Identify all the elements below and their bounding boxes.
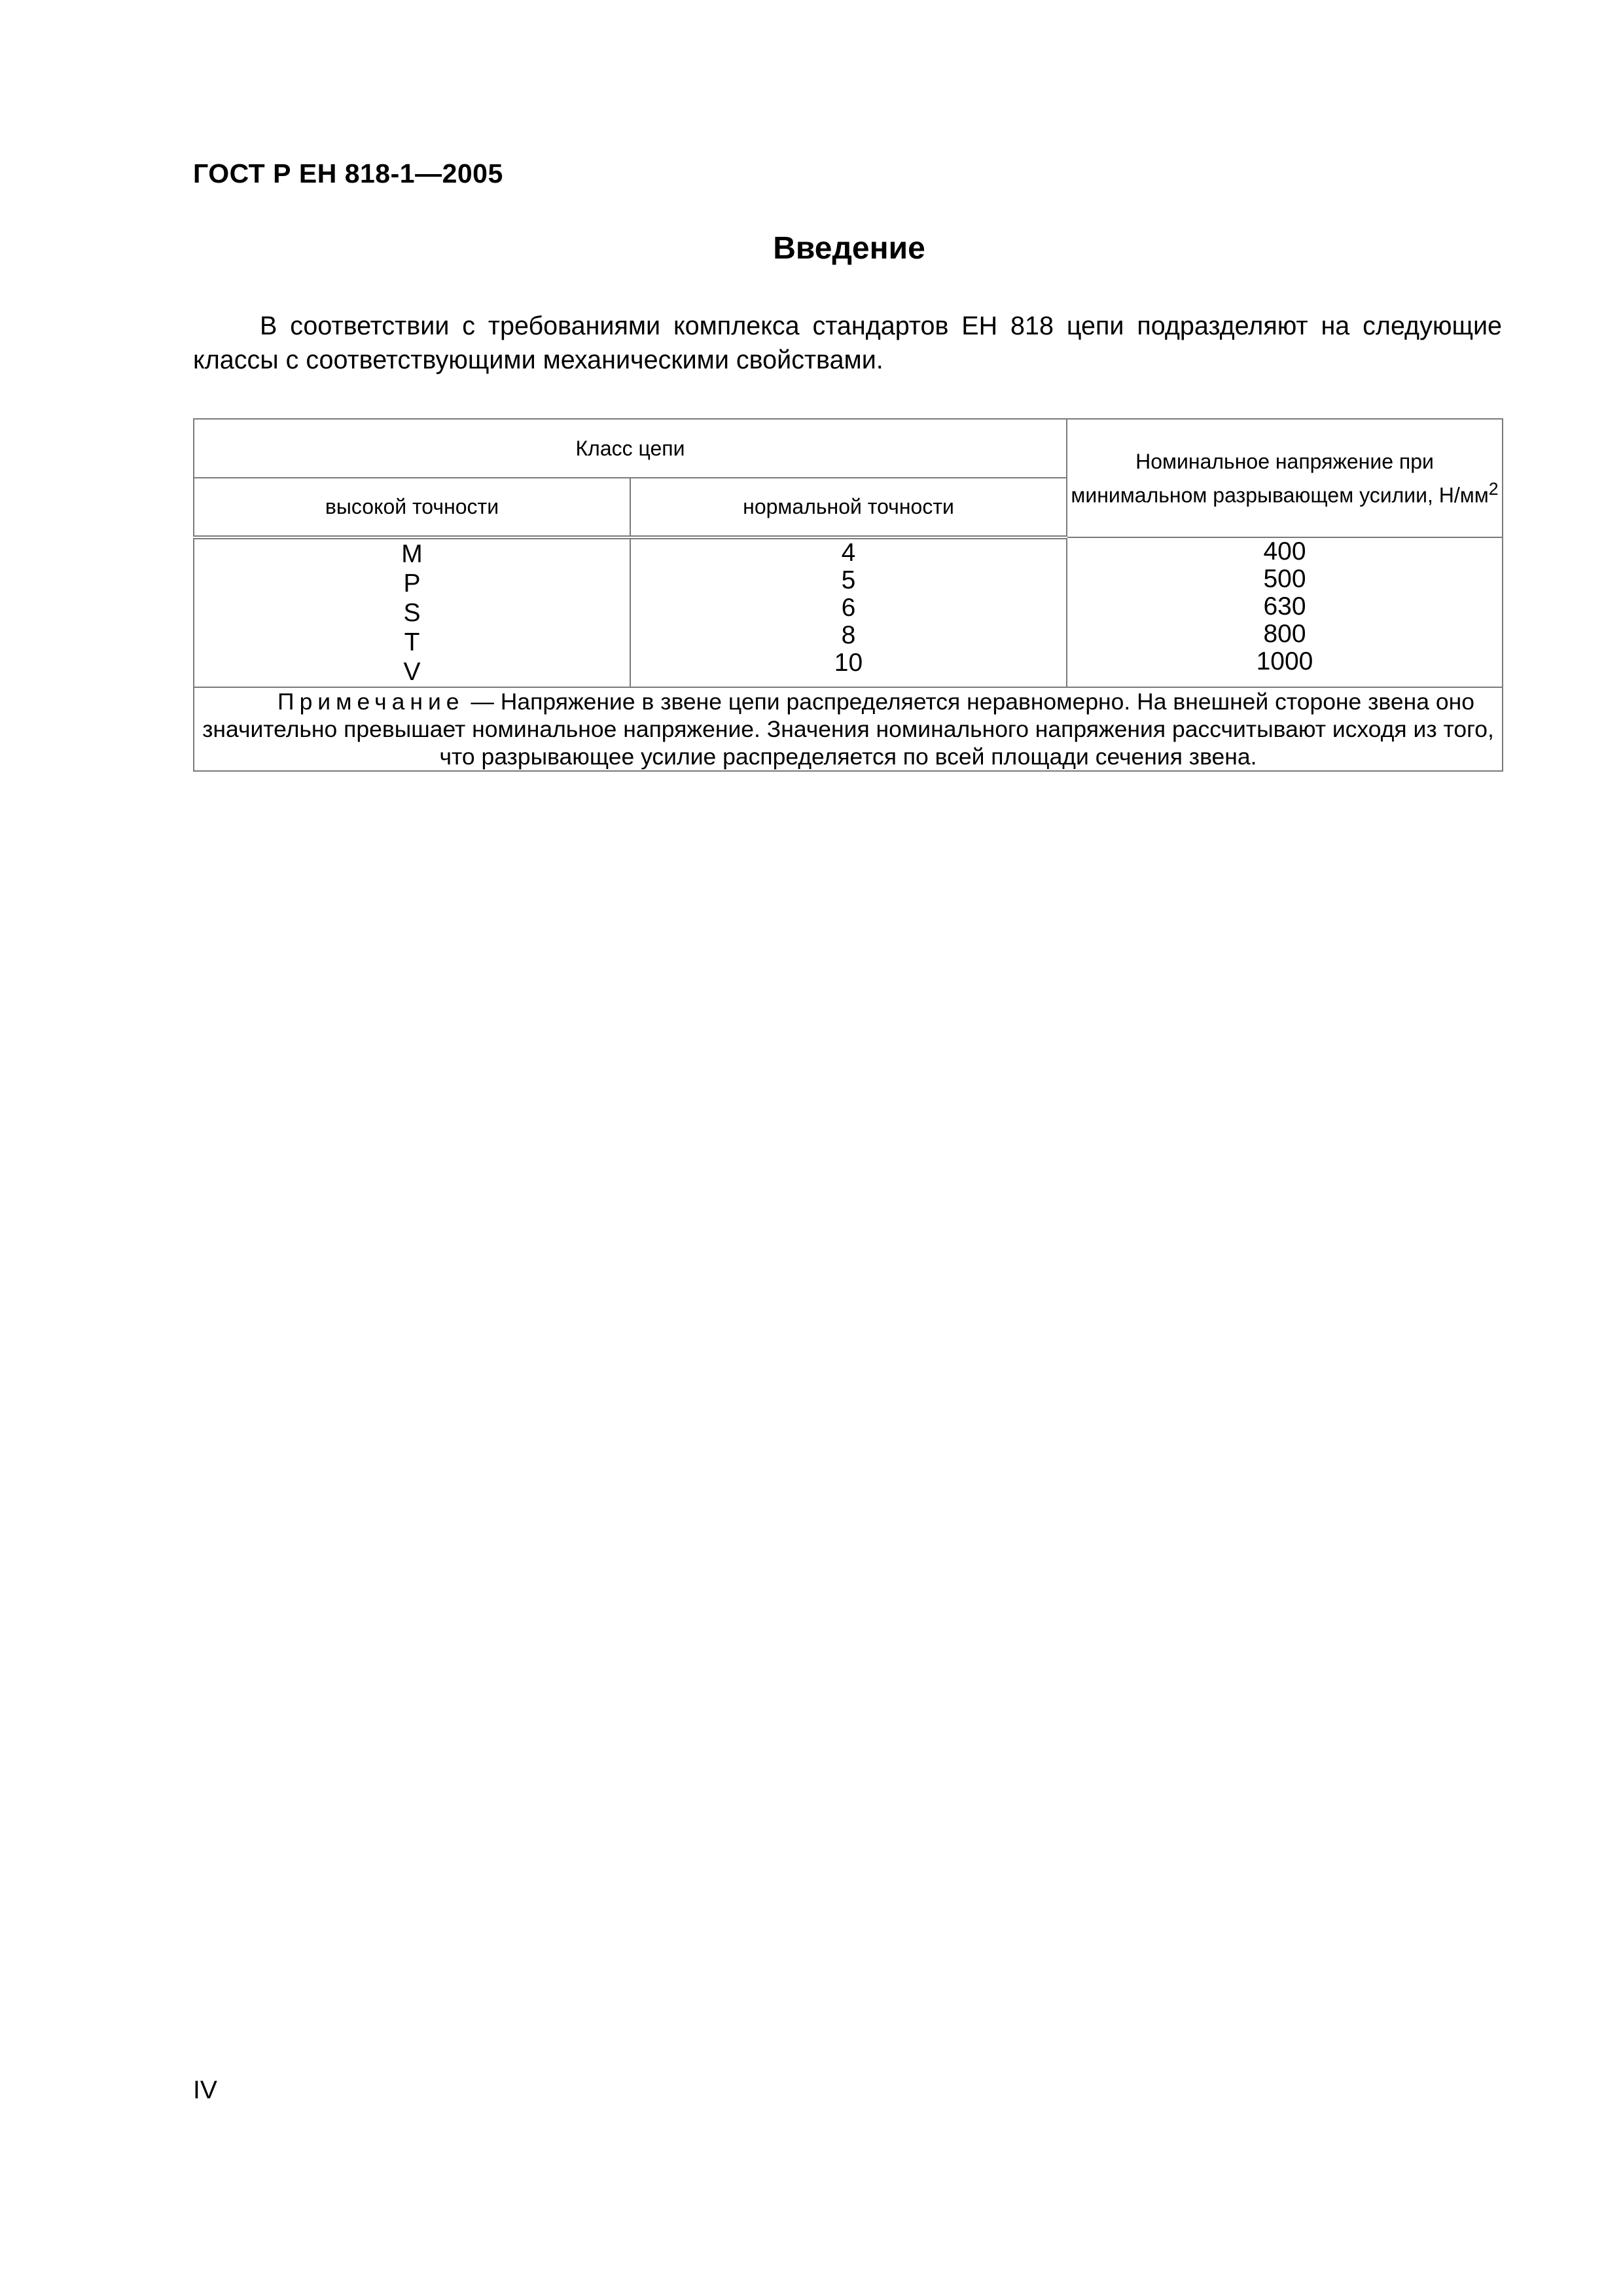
intro-paragraph: В соответствии с требованиями комплекса стандартов ЕН 818 цепи подразделяют на следующие классы с соответствующими механическими свойствами.: [193, 312, 1502, 374]
column-normal-precision: [630, 537, 1067, 687]
note-paragraph: [194, 688, 1502, 770]
table-cell: M: [401, 540, 423, 568]
column-high-precision: [194, 537, 630, 687]
table-cell: T: [404, 628, 420, 656]
table-cell: 8: [841, 621, 856, 649]
header-chain-class: Класс цепи: [194, 419, 1067, 478]
table-cell: 400: [1263, 537, 1306, 565]
table-cell: 6: [841, 594, 856, 622]
section-title: Введение: [773, 231, 925, 266]
page-number: IV: [193, 2076, 217, 2104]
note-label: Примечание: [277, 689, 465, 715]
table-values-row: [194, 537, 1503, 687]
table-cell: 630: [1263, 592, 1306, 620]
table-cell: S: [403, 599, 421, 627]
document-header: ГОСТ Р ЕН 818-1—2005: [193, 158, 503, 188]
column-nominal-stress: [1067, 537, 1503, 687]
table-cell: 800: [1263, 620, 1306, 648]
chain-class-table: [193, 418, 1503, 772]
table-cell: 500: [1263, 565, 1306, 593]
table-cell: 1000: [1256, 647, 1313, 675]
header-normal-precision: нормальной точности: [630, 478, 1067, 537]
note-text: Напряжение в звене цепи распределяется неравномерно. На внешней стороне звена оно значительно превышает номинальное напряжение. Значения номинального напряжения рассчитывают исходя из того, что разрывающее усилие распределяется по всей площади сечения звена.: [202, 689, 1494, 770]
table-cell: 10: [834, 649, 863, 677]
header-high-precision: высокой точности: [194, 478, 630, 537]
table-cell: V: [403, 658, 421, 686]
table-cell: 4: [841, 539, 856, 567]
header-nominal-stress-sup: 2: [1488, 478, 1499, 499]
table-header-row: [194, 419, 1503, 478]
note-dash: —: [464, 689, 501, 715]
table-note-row: [194, 687, 1503, 771]
table-cell: P: [403, 569, 421, 598]
table-cell: 5: [841, 566, 856, 594]
header-nominal-stress-text: Номинальное напряжение при минимальном разрывающем усилии, Н/мм: [1071, 449, 1489, 507]
table-note: [194, 687, 1503, 771]
header-nominal-stress: [1067, 419, 1503, 537]
